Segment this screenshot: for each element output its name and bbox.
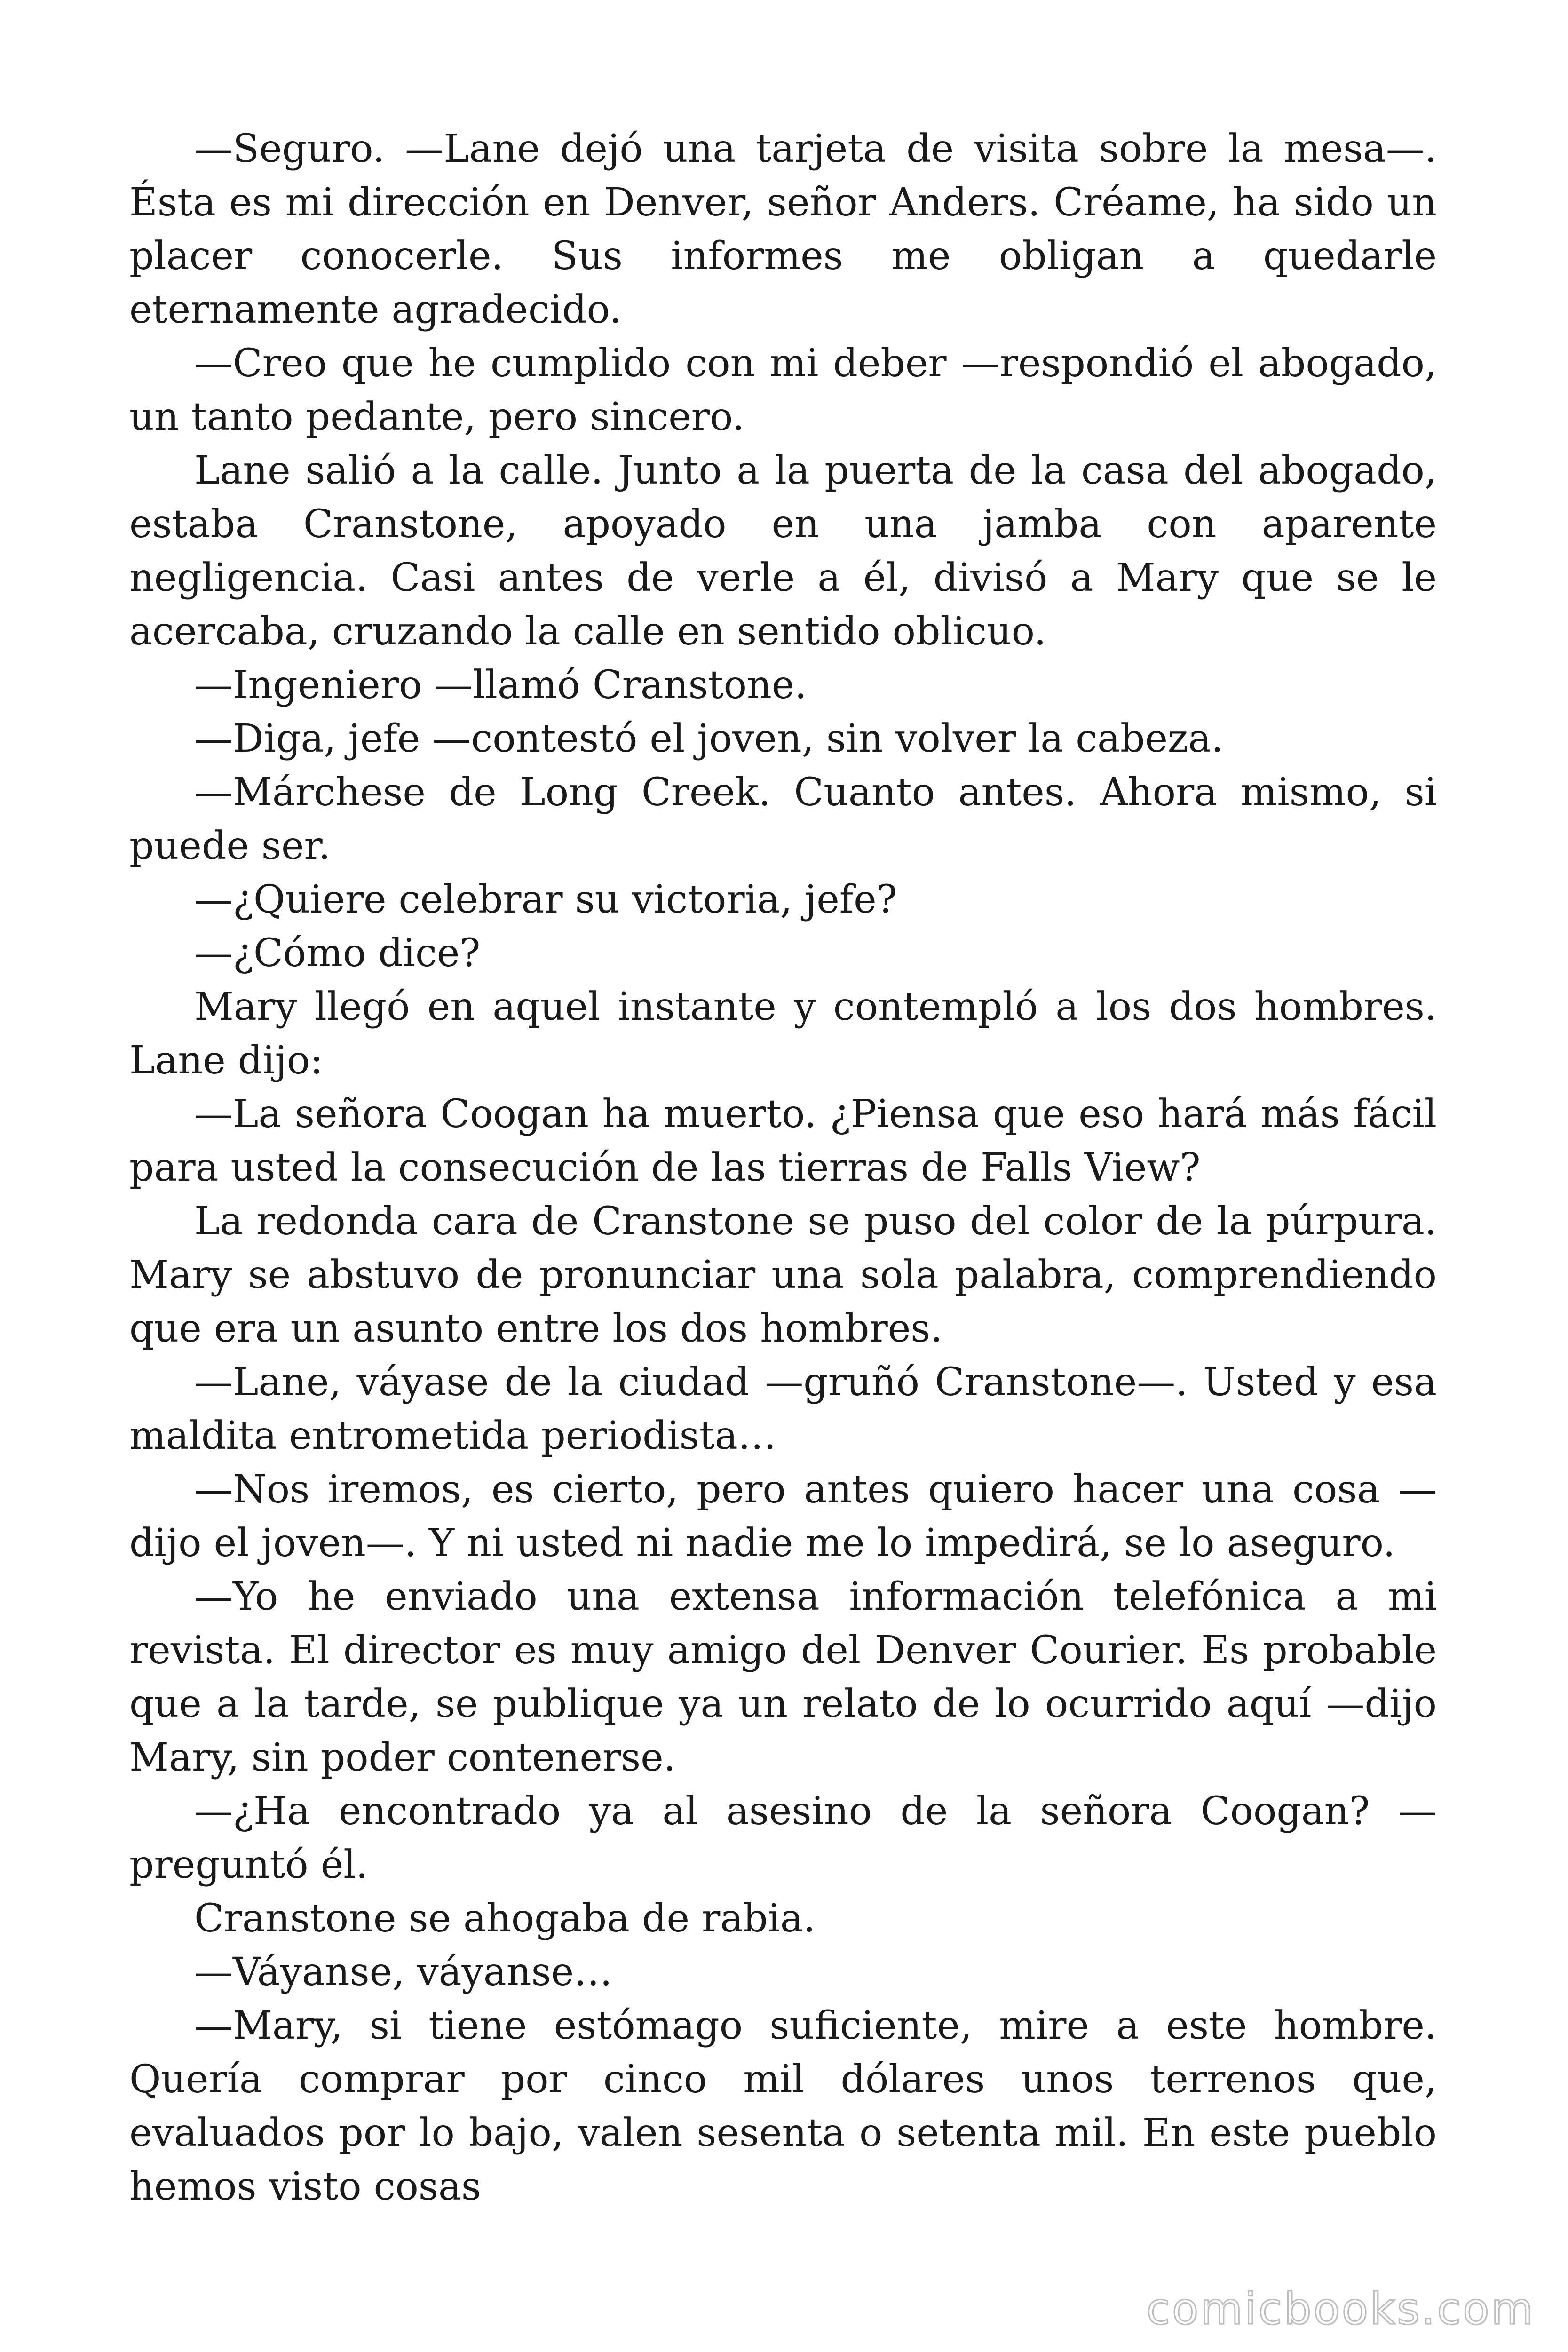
paragraph: Mary llegó en aquel instante y contempló a los dos hombres. Lane dijo: bbox=[129, 985, 1437, 1083]
paragraph: —Seguro. —Lane dejó una tarjeta de visita sobre la mesa—. Ésta es mi dirección en Denver, señor Anders. Créame, ha sido un placer conocerle. Sus informes me obligan a quedarle eternamente agradecido. bbox=[129, 127, 1437, 332]
paragraph: —Márchese de Long Creek. Cuanto antes. Ahora mismo, si puede ser. bbox=[129, 770, 1437, 868]
paragraph: —Creo que he cumplido con mi deber —respondió el abogado, un tanto pedante, pero sincero. bbox=[129, 341, 1437, 439]
paragraph: —¿Quiere celebrar su victoria, jefe? bbox=[194, 877, 897, 922]
paragraph: —¿Cómo dice? bbox=[194, 931, 481, 976]
paragraph: —Lane, váyase de la ciudad —gruñó Cranstone—. Usted y esa maldita entrometida periodista… bbox=[129, 1360, 1437, 1458]
paragraph: —Váyanse, váyanse… bbox=[194, 1950, 613, 1994]
paragraph: —La señora Coogan ha muerto. ¿Piensa que eso hará más fácil para usted la consecución de las tierras de Falls View? bbox=[129, 1092, 1437, 1190]
paragraph: Lane salió a la calle. Junto a la puerta de la casa del abogado, estaba Cranstone, apoyado en una jamba con aparente negligencia. Casi antes de verle a él, divisó a Mary que se le acercaba, cruzando la calle en sentido oblicuo. bbox=[129, 448, 1437, 654]
paragraph: —Diga, jefe —contestó el joven, sin volver la cabeza. bbox=[194, 716, 1224, 761]
paragraph: La redonda cara de Cranstone se puso del color de la púrpura. Mary se abstuvo de pronunciar una sola palabra, comprendiendo que era un asunto entre los dos hombres. bbox=[129, 1199, 1437, 1351]
paragraph: —Ingeniero —llamó Cranstone. bbox=[194, 663, 807, 707]
paragraph: —Mary, si tiene estómago suficiente, mire a este hombre. Quería comprar por cinco mil dólares unos terrenos que, evaluados por lo bajo, valen sesenta o setenta mil. En este pueblo hemos visto cosas bbox=[129, 2003, 1437, 2209]
paragraph: —Yo he enviado una extensa información telefónica a mi revista. El director es muy amigo del Denver Courier. Es probable que a la tarde, se publique ya un relato de lo ocurrido aquí —dijo Mary, sin poder contenerse. bbox=[129, 1574, 1437, 1780]
paragraph: —Nos iremos, es cierto, pero antes quiero hacer una cosa —dijo el joven—. Y ni usted ni nadie me lo impedirá, se lo aseguro. bbox=[129, 1467, 1437, 1565]
body-text bbox=[129, 122, 1437, 2214]
paragraph: Cranstone se ahogaba de rabia. bbox=[194, 1896, 816, 1941]
watermark: comicbooks.com bbox=[1146, 2284, 1535, 2334]
paragraph: —¿Ha encontrado ya al asesino de la señora Coogan? — preguntó él. bbox=[129, 1789, 1437, 1887]
